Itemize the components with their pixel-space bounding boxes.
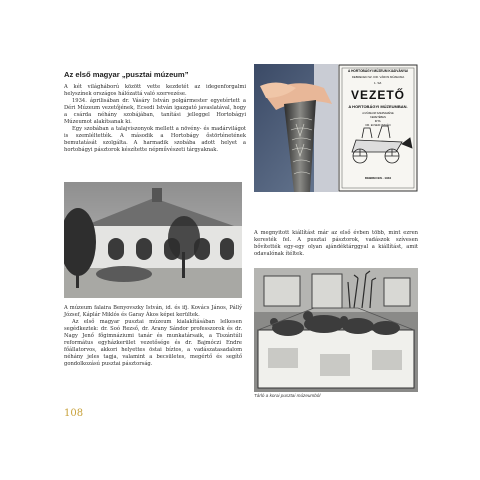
page-number: 108	[64, 408, 84, 419]
guide-editor-line: A MÚZEUM SZERVEZÉSE	[362, 112, 394, 115]
article-heading: Az első magyar „pusztai múzeum”	[64, 70, 189, 79]
guide-series: A HORTOBÁGYI MÚZEUM KIADVÁNYAI	[348, 69, 408, 73]
guide-editor-line: IRTA:	[374, 120, 382, 123]
paragraph: 1934. áprilisában dr. Vásáry István polgármester egyetértett a Déri Múzeum vezetőjének, Ecsedi István igazgató javaslatával, hogy a csárda néhány szobájában, tanítási jelleggel Hortobágyi Múzeumot alakítsanak ki.	[64, 98, 246, 125]
paragraph: Az első magyar pusztai múzeum kialakításában lelkesen segédkeztek: dr. Soó Rezső, dr. Arany Sándor professzorok és dr. Nagy Jenő főgimnáziumi tanár és munkatársaik, a Tiszántúli református egyházkerület vezetősége és dr. Bajmóczi Endre főállatorvos, akkori helyettes östai bíztos, a vadászatasadalom néhány jeles tagja, valamint a becsületes, megértő és segítő gondolkozású pusztai pásztorság.	[64, 319, 242, 367]
guide-editor-line: KERETÉBEN	[370, 116, 386, 119]
photo-caption: Tárló a korai pusztai múzeumból	[254, 393, 321, 398]
exhibit-description	[254, 230, 418, 258]
paragraph: A megnyitott kiállítást már az első évben több, mint ezren keresték fel. A pusztai pásztorok, vadászok szívesen bővítették egy-egy olyan ajándéktárggyal a kiállítást, amit odavalónak ítéltek.	[254, 230, 418, 257]
guide-subtitle: A HORTOBÁGYI MÚZEUMBAN.	[348, 104, 408, 109]
intro-text-column	[64, 84, 246, 154]
guide-publisher: DEBRECEN SZ. KIR. VÁROS MÚZEUMA	[351, 75, 405, 79]
guide-volume: 1. SZ.	[373, 81, 382, 85]
guide-title: VEZETŐ	[350, 88, 405, 102]
carved-horn-photo	[254, 64, 350, 192]
paragraph: Egy szobában a talajviszonyok mellett a növény- és madárvilágot is szemléltették. A második a Hortobágy őstörténetének bemutatását szolgálta. A harmadik szobába adott helyet a hortobágyi pásztorok készítette népművészeti tárgyaknak.	[64, 126, 246, 153]
contributors-text-column	[64, 305, 242, 368]
museum-guide-cover	[338, 64, 418, 192]
guide-footer: DEBRECEN · 1934	[364, 176, 392, 180]
paragraph: A két világháború között vette kezdetét az idegenforgalmi helyszínek országos hálózattá való szervezése.	[64, 84, 246, 97]
museum-building-photo	[64, 182, 242, 298]
display-case-photo	[254, 268, 418, 392]
guide-editor-line: DR. ECSEDI ISTVÁN	[365, 124, 391, 127]
paragraph: A múzeum falaira Benyovszky István, id. és ifj. Kovács János, Pállý József, Káplár Miklós és Garay Ákos képei kerültek.	[64, 305, 242, 318]
